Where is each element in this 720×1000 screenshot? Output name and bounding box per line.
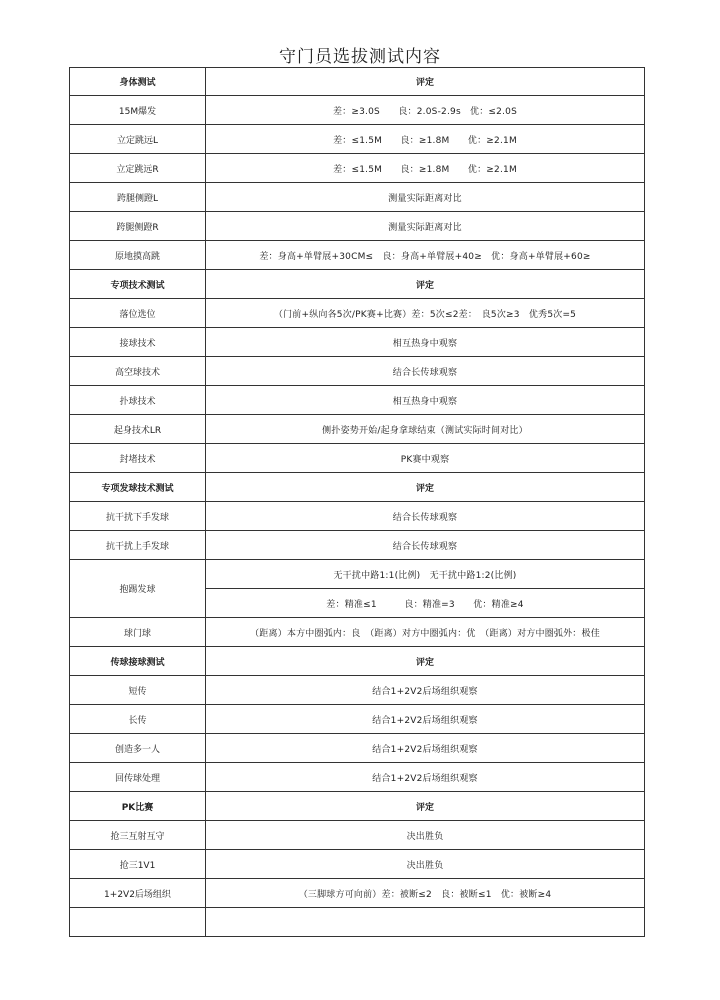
empty-row [70, 908, 645, 937]
table-row [70, 212, 645, 241]
table-row [70, 850, 645, 879]
test-criteria: 无干扰中路1:1(比例) 无干扰中路1:2(比例) [206, 560, 645, 589]
table-row [70, 415, 645, 444]
test-criteria: 差：≤1.5M 良：≥1.8M 优：≥2.1M [206, 125, 645, 154]
test-item: 立定跳远L [70, 125, 206, 154]
test-item: 跨腿侧蹬L [70, 183, 206, 212]
test-criteria: 测量实际距离对比 [206, 212, 645, 241]
table-row [70, 386, 645, 415]
table-row [70, 241, 645, 270]
test-item [70, 908, 206, 937]
table-row [70, 560, 645, 589]
test-item: 抗干扰下手发球 [70, 502, 206, 531]
test-item: 原地摸高跳 [70, 241, 206, 270]
table-row [70, 154, 645, 183]
evaluation-header: 评定 [206, 647, 645, 676]
section-title: 专项技术测试 [70, 270, 206, 299]
test-item: 球门球 [70, 618, 206, 647]
test-item: 创造多一人 [70, 734, 206, 763]
test-criteria: 结合1+2V2后场组织观察 [206, 676, 645, 705]
table-row [70, 125, 645, 154]
table-row [70, 96, 645, 125]
section-header-row [70, 647, 645, 676]
table-row [70, 879, 645, 908]
table-row [70, 183, 645, 212]
table-row [70, 328, 645, 357]
test-criteria: 相互热身中观察 [206, 386, 645, 415]
test-criteria: PK赛中观察 [206, 444, 645, 473]
table-row [70, 502, 645, 531]
test-criteria: 结合长传球观察 [206, 357, 645, 386]
selection-test-table [69, 67, 645, 937]
test-criteria: 相互热身中观察 [206, 328, 645, 357]
table-row [70, 299, 645, 328]
test-criteria: 结合长传球观察 [206, 531, 645, 560]
table-row [70, 357, 645, 386]
evaluation-header: 评定 [206, 473, 645, 502]
test-criteria: （三脚球方可向前）差：被断≤2 良：被断≤1 优：被断≥4 [206, 879, 645, 908]
section-header-row [70, 270, 645, 299]
test-item: 抢三1V1 [70, 850, 206, 879]
section-header-row [70, 68, 645, 96]
test-item: 15M爆发 [70, 96, 206, 125]
test-criteria: 差：≤1.5M 良：≥1.8M 优：≥2.1M [206, 154, 645, 183]
test-item: 1+2V2后场组织 [70, 879, 206, 908]
test-item: 跨腿侧蹬R [70, 212, 206, 241]
test-criteria: 结合1+2V2后场组织观察 [206, 705, 645, 734]
table-row [70, 676, 645, 705]
table-row [70, 705, 645, 734]
test-item: 抗干扰上手发球 [70, 531, 206, 560]
test-criteria: 结合1+2V2后场组织观察 [206, 763, 645, 792]
test-criteria: 差：≥3.0S 良：2.0S-2.9s 优：≤2.0S [206, 96, 645, 125]
test-item: 立定跳远R [70, 154, 206, 183]
test-criteria: 测量实际距离对比 [206, 183, 645, 212]
section-header-row [70, 473, 645, 502]
table-row [70, 531, 645, 560]
section-title: 身体测试 [70, 68, 206, 96]
test-item: 长传 [70, 705, 206, 734]
test-criteria: 差：精准≤1 良：精准=3 优：精准≥4 [206, 589, 645, 618]
test-item: 扑球技术 [70, 386, 206, 415]
test-item: 封堵技术 [70, 444, 206, 473]
test-criteria: （距离）本方中圈弧内：良 （距离）对方中圈弧内：优 （距离）对方中圈弧外：极佳 [206, 618, 645, 647]
test-criteria: 决出胜负 [206, 821, 645, 850]
test-criteria: 结合长传球观察 [206, 502, 645, 531]
section-header-row [70, 792, 645, 821]
test-item: 起身技术LR [70, 415, 206, 444]
test-item: 抢三互射互守 [70, 821, 206, 850]
evaluation-header: 评定 [206, 270, 645, 299]
test-criteria: （门前+纵向各5次/PK赛+比赛）差：5次≤2差： 良5次≥3 优秀5次=5 [206, 299, 645, 328]
test-criteria: 差：身高+单臂展+30CM≤ 良：身高+单臂展+40≥ 优：身高+单臂展+60≥ [206, 241, 645, 270]
test-item: 高空球技术 [70, 357, 206, 386]
table-row [70, 444, 645, 473]
evaluation-header: 评定 [206, 68, 645, 96]
test-criteria [206, 908, 645, 937]
test-item: 短传 [70, 676, 206, 705]
document-title: 守门员选拔测试内容 [279, 47, 441, 67]
table-row [70, 618, 645, 647]
test-item: 抱踢发球 [70, 560, 206, 618]
test-item: 回传球处理 [70, 763, 206, 792]
test-criteria: 结合1+2V2后场组织观察 [206, 734, 645, 763]
section-title: 专项发球技术测试 [70, 473, 206, 502]
test-criteria: 决出胜负 [206, 850, 645, 879]
table-row [70, 763, 645, 792]
evaluation-header: 评定 [206, 792, 645, 821]
section-title: PK比赛 [70, 792, 206, 821]
test-item: 接球技术 [70, 328, 206, 357]
test-item: 落位选位 [70, 299, 206, 328]
section-title: 传球接球测试 [70, 647, 206, 676]
test-criteria: 侧扑姿势开始/起身拿球结束（测试实际时间对比） [206, 415, 645, 444]
table-row [70, 821, 645, 850]
table-row [70, 734, 645, 763]
